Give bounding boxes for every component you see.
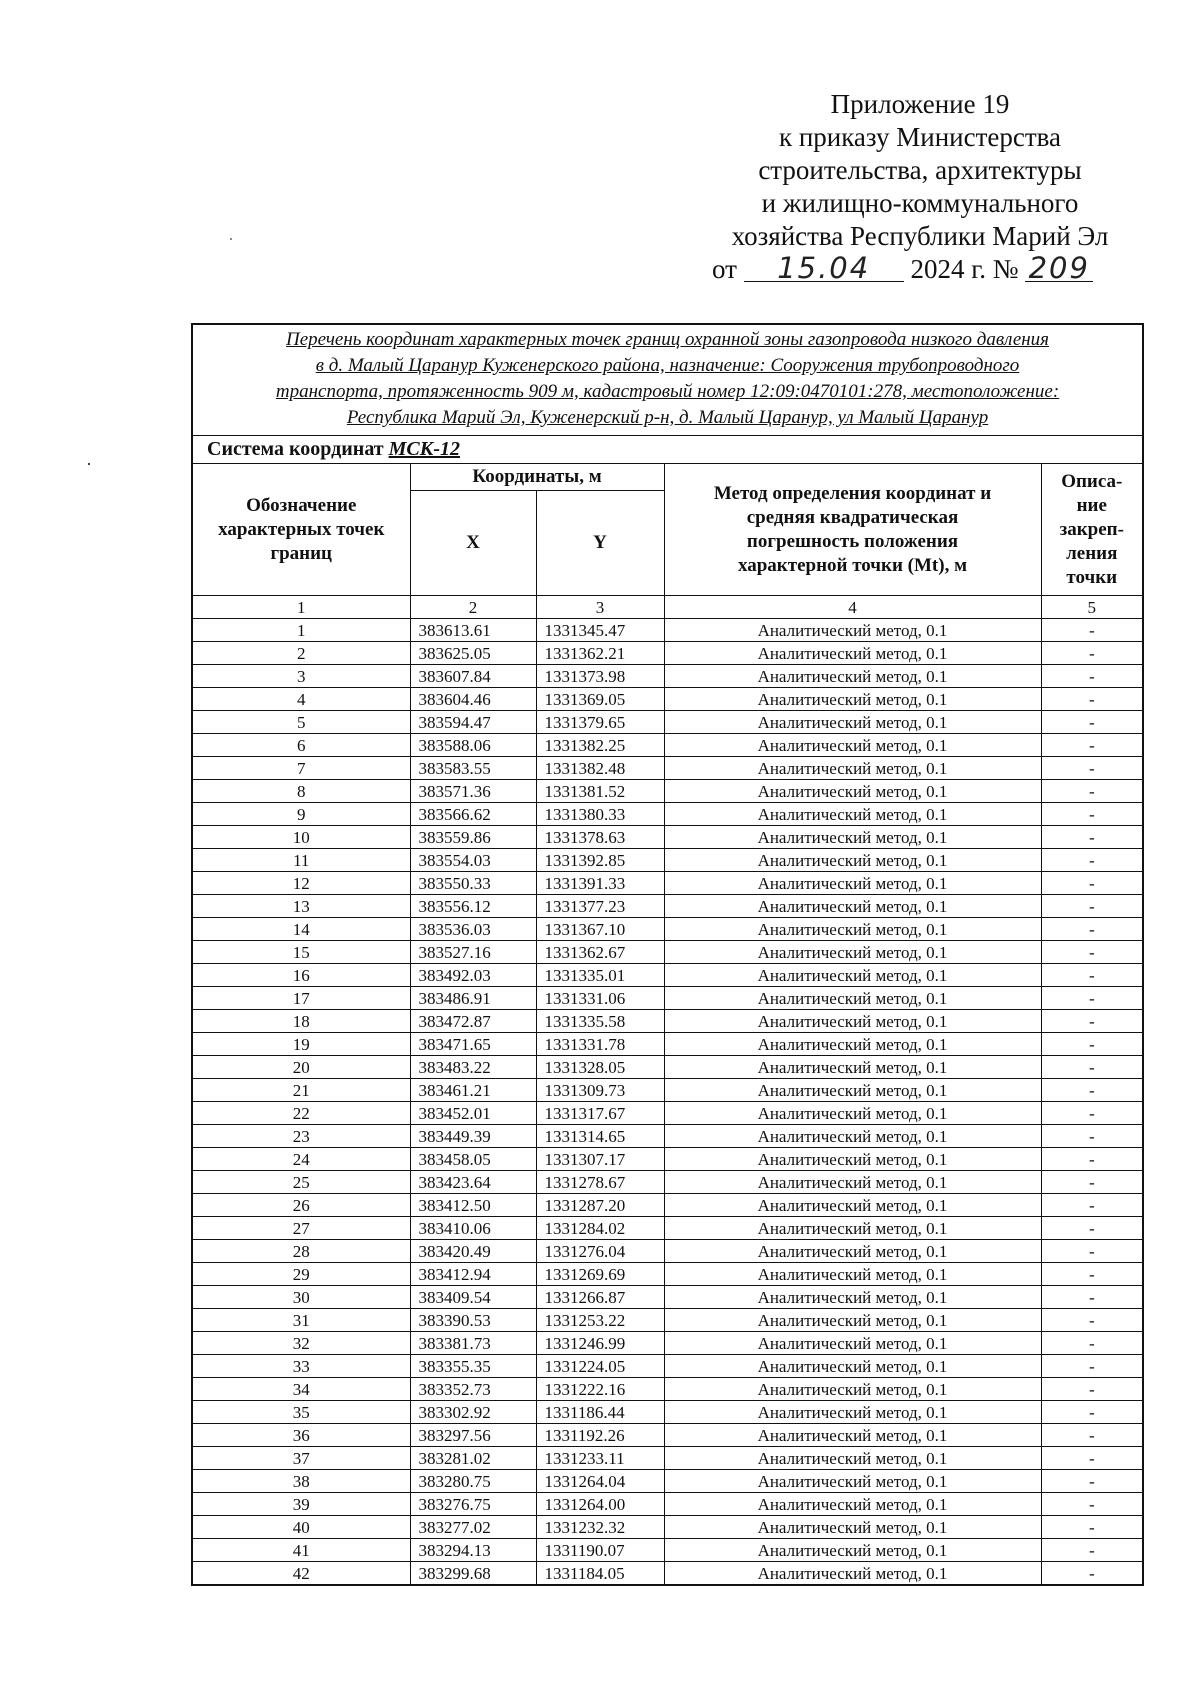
- table-row: [192, 1056, 1143, 1079]
- description-value: -: [1041, 780, 1143, 803]
- description-value: -: [1041, 619, 1143, 642]
- y-coordinate: 1331264.00: [536, 1493, 664, 1516]
- table-row: [192, 1171, 1143, 1194]
- method-value: Аналитический метод, 0.1: [664, 918, 1041, 941]
- x-coordinate: 383625.05: [410, 642, 536, 665]
- y-coordinate: 1331278.67: [536, 1171, 664, 1194]
- date-prefix: от: [712, 254, 737, 284]
- designation-header: [192, 464, 410, 596]
- y-coordinate: 1331373.98: [536, 665, 664, 688]
- header-text: границ: [270, 542, 333, 564]
- y-coordinate: 1331307.17: [536, 1148, 664, 1171]
- y-coordinate: 1331331.78: [536, 1033, 664, 1056]
- method-value: Аналитический метод, 0.1: [664, 1516, 1041, 1539]
- description-value: -: [1041, 1056, 1143, 1079]
- description-value: -: [1041, 1033, 1143, 1056]
- point-number: 27: [192, 1217, 410, 1240]
- description-value: -: [1041, 1378, 1143, 1401]
- coordinate-system-label: Система координат: [207, 438, 384, 460]
- x-header: X: [410, 491, 536, 596]
- point-number: 12: [192, 872, 410, 895]
- y-coordinate: 1331317.67: [536, 1102, 664, 1125]
- y-coordinate: 1331392.85: [536, 849, 664, 872]
- column-number: 3: [536, 596, 664, 619]
- x-coordinate: 383294.13: [410, 1539, 536, 1562]
- description-value: -: [1041, 642, 1143, 665]
- y-coordinate: 1331378.63: [536, 826, 664, 849]
- description-value: -: [1041, 1240, 1143, 1263]
- description-value: -: [1041, 757, 1143, 780]
- method-value: Аналитический метод, 0.1: [664, 757, 1041, 780]
- y-coordinate: 1331379.65: [536, 711, 664, 734]
- method-value: Аналитический метод, 0.1: [664, 1125, 1041, 1148]
- description-value: -: [1041, 1171, 1143, 1194]
- point-number: 15: [192, 941, 410, 964]
- method-value: Аналитический метод, 0.1: [664, 849, 1041, 872]
- x-coordinate: 383461.21: [410, 1079, 536, 1102]
- description-value: -: [1041, 1148, 1143, 1171]
- point-number: 22: [192, 1102, 410, 1125]
- method-value: Аналитический метод, 0.1: [664, 1263, 1041, 1286]
- y-coordinate: 1331314.65: [536, 1125, 664, 1148]
- point-number: 32: [192, 1332, 410, 1355]
- method-value: Аналитический метод, 0.1: [664, 1332, 1041, 1355]
- table-row: [192, 1286, 1143, 1309]
- coordinate-system: [192, 436, 1143, 464]
- description-value: -: [1041, 987, 1143, 1010]
- point-number: 39: [192, 1493, 410, 1516]
- point-number: 20: [192, 1056, 410, 1079]
- y-coordinate: 1331309.73: [536, 1079, 664, 1102]
- table-row: [192, 1263, 1143, 1286]
- x-coordinate: 383412.50: [410, 1194, 536, 1217]
- point-number: 21: [192, 1079, 410, 1102]
- caption-line: Перечень координат характерных точек границ охранной зоны газопровода низкого давления: [286, 329, 1050, 350]
- x-coordinate: 383352.73: [410, 1378, 536, 1401]
- table-row: [192, 1148, 1143, 1171]
- method-value: Аналитический метод, 0.1: [664, 688, 1041, 711]
- x-coordinate: 383571.36: [410, 780, 536, 803]
- method-value: Аналитический метод, 0.1: [664, 1493, 1041, 1516]
- coordinates-header: Координаты, м: [410, 464, 664, 491]
- x-coordinate: 383412.94: [410, 1263, 536, 1286]
- x-coordinate: 383390.53: [410, 1309, 536, 1332]
- x-coordinate: 383472.87: [410, 1010, 536, 1033]
- method-value: Аналитический метод, 0.1: [664, 1171, 1041, 1194]
- x-coordinate: 383550.33: [410, 872, 536, 895]
- method-value: Аналитический метод, 0.1: [664, 1447, 1041, 1470]
- y-coordinate: 1331276.04: [536, 1240, 664, 1263]
- table-row: [192, 1240, 1143, 1263]
- x-coordinate: 383492.03: [410, 964, 536, 987]
- description-value: -: [1041, 1470, 1143, 1493]
- appendix-header: [680, 88, 1160, 286]
- point-number: 5: [192, 711, 410, 734]
- x-coordinate: 383458.05: [410, 1148, 536, 1171]
- table-row: [192, 619, 1143, 642]
- table-row: [192, 642, 1143, 665]
- description-value: -: [1041, 711, 1143, 734]
- y-coordinate: 1331233.11: [536, 1447, 664, 1470]
- table-row: [192, 1033, 1143, 1056]
- y-coordinate: 1331192.26: [536, 1424, 664, 1447]
- header-text: ления: [1066, 542, 1118, 564]
- method-value: Аналитический метод, 0.1: [664, 711, 1041, 734]
- x-coordinate: 383302.92: [410, 1401, 536, 1424]
- description-value: -: [1041, 826, 1143, 849]
- order-date-line: [680, 253, 1160, 286]
- x-coordinate: 383423.64: [410, 1171, 536, 1194]
- y-coordinate: 1331284.02: [536, 1217, 664, 1240]
- description-value: -: [1041, 803, 1143, 826]
- description-value: -: [1041, 1194, 1143, 1217]
- table-row: [192, 895, 1143, 918]
- description-value: -: [1041, 1217, 1143, 1240]
- coordinates-table: [191, 323, 1144, 1586]
- x-coordinate: 383583.55: [410, 757, 536, 780]
- table-row: [192, 1217, 1143, 1240]
- x-coordinate: 383527.16: [410, 941, 536, 964]
- x-coordinate: 383554.03: [410, 849, 536, 872]
- header-text: ние: [1076, 494, 1107, 516]
- description-value: -: [1041, 1424, 1143, 1447]
- y-coordinate: 1331253.22: [536, 1309, 664, 1332]
- description-value: -: [1041, 1401, 1143, 1424]
- table-row: [192, 1309, 1143, 1332]
- x-coordinate: 383556.12: [410, 895, 536, 918]
- table-row: [192, 1493, 1143, 1516]
- point-number: 33: [192, 1355, 410, 1378]
- x-coordinate: 383536.03: [410, 918, 536, 941]
- table-row: [192, 964, 1143, 987]
- method-value: Аналитический метод, 0.1: [664, 1217, 1041, 1240]
- x-coordinate: 383276.75: [410, 1493, 536, 1516]
- y-coordinate: 1331382.25: [536, 734, 664, 757]
- x-coordinate: 383355.35: [410, 1355, 536, 1378]
- point-number: 8: [192, 780, 410, 803]
- method-value: Аналитический метод, 0.1: [664, 1401, 1041, 1424]
- y-coordinate: 1331232.32: [536, 1516, 664, 1539]
- method-value: Аналитический метод, 0.1: [664, 1194, 1041, 1217]
- x-coordinate: 383280.75: [410, 1470, 536, 1493]
- table-row: [192, 1401, 1143, 1424]
- table-row: [192, 665, 1143, 688]
- header-line: и жилищно-коммунального: [761, 188, 1079, 218]
- point-number: 13: [192, 895, 410, 918]
- x-coordinate: 383604.46: [410, 688, 536, 711]
- point-number: 23: [192, 1125, 410, 1148]
- description-value: -: [1041, 1102, 1143, 1125]
- description-value: -: [1041, 918, 1143, 941]
- y-coordinate: 1331335.01: [536, 964, 664, 987]
- x-coordinate: 383420.49: [410, 1240, 536, 1263]
- point-number: 42: [192, 1562, 410, 1586]
- table-row: [192, 1562, 1143, 1586]
- table-row: [192, 688, 1143, 711]
- method-value: Аналитический метод, 0.1: [664, 734, 1041, 757]
- table-row: [192, 1516, 1143, 1539]
- point-number: 16: [192, 964, 410, 987]
- method-value: Аналитический метод, 0.1: [664, 1148, 1041, 1171]
- description-value: -: [1041, 1332, 1143, 1355]
- table-row: [192, 849, 1143, 872]
- table-row: [192, 711, 1143, 734]
- method-value: Аналитический метод, 0.1: [664, 1079, 1041, 1102]
- table-row: [192, 803, 1143, 826]
- header-line: строительства, архитектуры: [758, 155, 1082, 185]
- y-coordinate: 1331380.33: [536, 803, 664, 826]
- description-value: -: [1041, 941, 1143, 964]
- column-number: 2: [410, 596, 536, 619]
- method-value: Аналитический метод, 0.1: [664, 1010, 1041, 1033]
- y-coordinate: 1331224.05: [536, 1355, 664, 1378]
- y-coordinate: 1331269.69: [536, 1263, 664, 1286]
- x-coordinate: 383277.02: [410, 1516, 536, 1539]
- x-coordinate: 383409.54: [410, 1286, 536, 1309]
- description-value: -: [1041, 1010, 1143, 1033]
- method-value: Аналитический метод, 0.1: [664, 665, 1041, 688]
- description-value: -: [1041, 872, 1143, 895]
- description-value: -: [1041, 734, 1143, 757]
- point-number: 3: [192, 665, 410, 688]
- y-coordinate: 1331331.06: [536, 987, 664, 1010]
- method-value: Аналитический метод, 0.1: [664, 1470, 1041, 1493]
- description-value: -: [1041, 665, 1143, 688]
- header-text: закреп-: [1059, 518, 1124, 540]
- method-value: Аналитический метод, 0.1: [664, 780, 1041, 803]
- point-number: 9: [192, 803, 410, 826]
- method-value: Аналитический метод, 0.1: [664, 1309, 1041, 1332]
- column-numbers-row: [192, 596, 1143, 619]
- x-coordinate: 383613.61: [410, 619, 536, 642]
- point-number: 25: [192, 1171, 410, 1194]
- column-number: 5: [1041, 596, 1143, 619]
- x-coordinate: 383297.56: [410, 1424, 536, 1447]
- description-value: -: [1041, 964, 1143, 987]
- table-row: [192, 1194, 1143, 1217]
- method-value: Аналитический метод, 0.1: [664, 895, 1041, 918]
- x-coordinate: 383588.06: [410, 734, 536, 757]
- y-header: Y: [536, 491, 664, 596]
- header-text: погрешность положения: [746, 530, 959, 552]
- table-row: [192, 1079, 1143, 1102]
- description-value: -: [1041, 1079, 1143, 1102]
- header-text: Метод определения координат и: [713, 482, 992, 504]
- order-year: 2024 г. №: [910, 254, 1019, 284]
- x-coordinate: 383566.62: [410, 803, 536, 826]
- table-row: [192, 918, 1143, 941]
- description-value: -: [1041, 1493, 1143, 1516]
- table-row: [192, 872, 1143, 895]
- description-value: -: [1041, 1516, 1143, 1539]
- x-coordinate: 383483.22: [410, 1056, 536, 1079]
- y-coordinate: 1331362.67: [536, 941, 664, 964]
- description-value: -: [1041, 1263, 1143, 1286]
- description-header: [1041, 464, 1143, 596]
- method-header: [664, 464, 1041, 596]
- table-row: [192, 757, 1143, 780]
- y-coordinate: 1331184.05: [536, 1562, 664, 1586]
- header-text: средняя квадратическая: [746, 506, 959, 528]
- y-coordinate: 1331222.16: [536, 1378, 664, 1401]
- point-number: 4: [192, 688, 410, 711]
- x-coordinate: 383410.06: [410, 1217, 536, 1240]
- y-coordinate: 1331369.05: [536, 688, 664, 711]
- description-value: -: [1041, 1125, 1143, 1148]
- point-number: 19: [192, 1033, 410, 1056]
- handwritten-order-number: 209: [1025, 255, 1093, 282]
- handwritten-date: 15.04: [744, 255, 904, 282]
- header-line: Приложение 19: [830, 89, 1010, 119]
- method-value: Аналитический метод, 0.1: [664, 964, 1041, 987]
- header-text: Обозначение: [246, 494, 357, 516]
- point-number: 6: [192, 734, 410, 757]
- point-number: 18: [192, 1010, 410, 1033]
- caption-line: транспорта, протяженность 909 м, кадастровый номер 12:09:0470101:278, местоположение:: [275, 381, 1060, 402]
- y-coordinate: 1331246.99: [536, 1332, 664, 1355]
- table-row: [192, 1010, 1143, 1033]
- y-coordinate: 1331382.48: [536, 757, 664, 780]
- table-row: [192, 1378, 1143, 1401]
- point-number: 10: [192, 826, 410, 849]
- method-value: Аналитический метод, 0.1: [664, 803, 1041, 826]
- header-text: точки: [1066, 566, 1118, 588]
- point-number: 26: [192, 1194, 410, 1217]
- method-value: Аналитический метод, 0.1: [664, 872, 1041, 895]
- description-value: -: [1041, 1447, 1143, 1470]
- header-line: хозяйства Республики Марий Эл: [731, 221, 1109, 251]
- y-coordinate: 1331186.44: [536, 1401, 664, 1424]
- table-row: [192, 780, 1143, 803]
- point-number: 31: [192, 1309, 410, 1332]
- description-value: -: [1041, 1562, 1143, 1586]
- point-number: 17: [192, 987, 410, 1010]
- point-number: 36: [192, 1424, 410, 1447]
- table-row: [192, 826, 1143, 849]
- x-coordinate: 383299.68: [410, 1562, 536, 1586]
- column-number: 4: [664, 596, 1041, 619]
- x-coordinate: 383607.84: [410, 665, 536, 688]
- point-number: 41: [192, 1539, 410, 1562]
- method-value: Аналитический метод, 0.1: [664, 826, 1041, 849]
- point-number: 2: [192, 642, 410, 665]
- method-value: Аналитический метод, 0.1: [664, 1102, 1041, 1125]
- header-text: характерных точек: [218, 518, 385, 540]
- point-number: 40: [192, 1516, 410, 1539]
- method-value: Аналитический метод, 0.1: [664, 1240, 1041, 1263]
- point-number: 29: [192, 1263, 410, 1286]
- column-number: 1: [192, 596, 410, 619]
- description-value: -: [1041, 1309, 1143, 1332]
- x-coordinate: 383471.65: [410, 1033, 536, 1056]
- point-number: 35: [192, 1401, 410, 1424]
- point-number: 28: [192, 1240, 410, 1263]
- method-value: Аналитический метод, 0.1: [664, 642, 1041, 665]
- table-row: [192, 734, 1143, 757]
- header-line: к приказу Министерства: [778, 122, 1062, 152]
- method-value: Аналитический метод, 0.1: [664, 1286, 1041, 1309]
- table-row: [192, 1447, 1143, 1470]
- point-number: 34: [192, 1378, 410, 1401]
- method-value: Аналитический метод, 0.1: [664, 1424, 1041, 1447]
- x-coordinate: 383486.91: [410, 987, 536, 1010]
- x-coordinate: 383452.01: [410, 1102, 536, 1125]
- x-coordinate: 383594.47: [410, 711, 536, 734]
- y-coordinate: 1331377.23: [536, 895, 664, 918]
- table-row: [192, 1355, 1143, 1378]
- description-value: -: [1041, 688, 1143, 711]
- point-number: 37: [192, 1447, 410, 1470]
- method-value: Аналитический метод, 0.1: [664, 1355, 1041, 1378]
- caption-line: Республика Марий Эл, Куженерский р-н, д. Малый Царанур, ул Малый Царанур: [346, 407, 989, 428]
- point-number: 30: [192, 1286, 410, 1309]
- x-coordinate: 383281.02: [410, 1447, 536, 1470]
- method-value: Аналитический метод, 0.1: [664, 1056, 1041, 1079]
- method-value: Аналитический метод, 0.1: [664, 619, 1041, 642]
- y-coordinate: 1331264.04: [536, 1470, 664, 1493]
- method-value: Аналитический метод, 0.1: [664, 941, 1041, 964]
- coordinate-system-name: МСК-12: [388, 438, 460, 460]
- description-value: -: [1041, 1355, 1143, 1378]
- table-row: [192, 1125, 1143, 1148]
- table-row: [192, 1102, 1143, 1125]
- table-caption: [192, 324, 1143, 436]
- x-coordinate: 383381.73: [410, 1332, 536, 1355]
- y-coordinate: 1331367.10: [536, 918, 664, 941]
- method-value: Аналитический метод, 0.1: [664, 987, 1041, 1010]
- header-text: характерной точки (Mt), м: [737, 554, 968, 576]
- description-value: -: [1041, 895, 1143, 918]
- point-number: 1: [192, 619, 410, 642]
- header-text: Описа-: [1061, 470, 1123, 492]
- point-number: 38: [192, 1470, 410, 1493]
- y-coordinate: 1331391.33: [536, 872, 664, 895]
- caption-line: в д. Малый Царанур Куженерского района, назначение: Сооружения трубопроводного: [315, 355, 1020, 376]
- y-coordinate: 1331335.58: [536, 1010, 664, 1033]
- method-value: Аналитический метод, 0.1: [664, 1539, 1041, 1562]
- description-value: -: [1041, 1286, 1143, 1309]
- description-value: -: [1041, 1539, 1143, 1562]
- scan-speck: [230, 238, 232, 240]
- coordinates-rows: [192, 619, 1143, 1586]
- y-coordinate: 1331381.52: [536, 780, 664, 803]
- x-coordinate: 383559.86: [410, 826, 536, 849]
- method-value: Аналитический метод, 0.1: [664, 1562, 1041, 1586]
- point-number: 11: [192, 849, 410, 872]
- table-row: [192, 1539, 1143, 1562]
- y-coordinate: 1331345.47: [536, 619, 664, 642]
- description-value: -: [1041, 849, 1143, 872]
- y-coordinate: 1331287.20: [536, 1194, 664, 1217]
- y-coordinate: 1331266.87: [536, 1286, 664, 1309]
- table-row: [192, 1332, 1143, 1355]
- x-coordinate: 383449.39: [410, 1125, 536, 1148]
- scan-speck: [88, 463, 90, 465]
- table-row: [192, 987, 1143, 1010]
- y-coordinate: 1331190.07: [536, 1539, 664, 1562]
- y-coordinate: 1331328.05: [536, 1056, 664, 1079]
- method-value: Аналитический метод, 0.1: [664, 1378, 1041, 1401]
- table-row: [192, 1470, 1143, 1493]
- point-number: 14: [192, 918, 410, 941]
- y-coordinate: 1331362.21: [536, 642, 664, 665]
- table-row: [192, 1424, 1143, 1447]
- table-row: [192, 941, 1143, 964]
- point-number: 7: [192, 757, 410, 780]
- method-value: Аналитический метод, 0.1: [664, 1033, 1041, 1056]
- point-number: 24: [192, 1148, 410, 1171]
